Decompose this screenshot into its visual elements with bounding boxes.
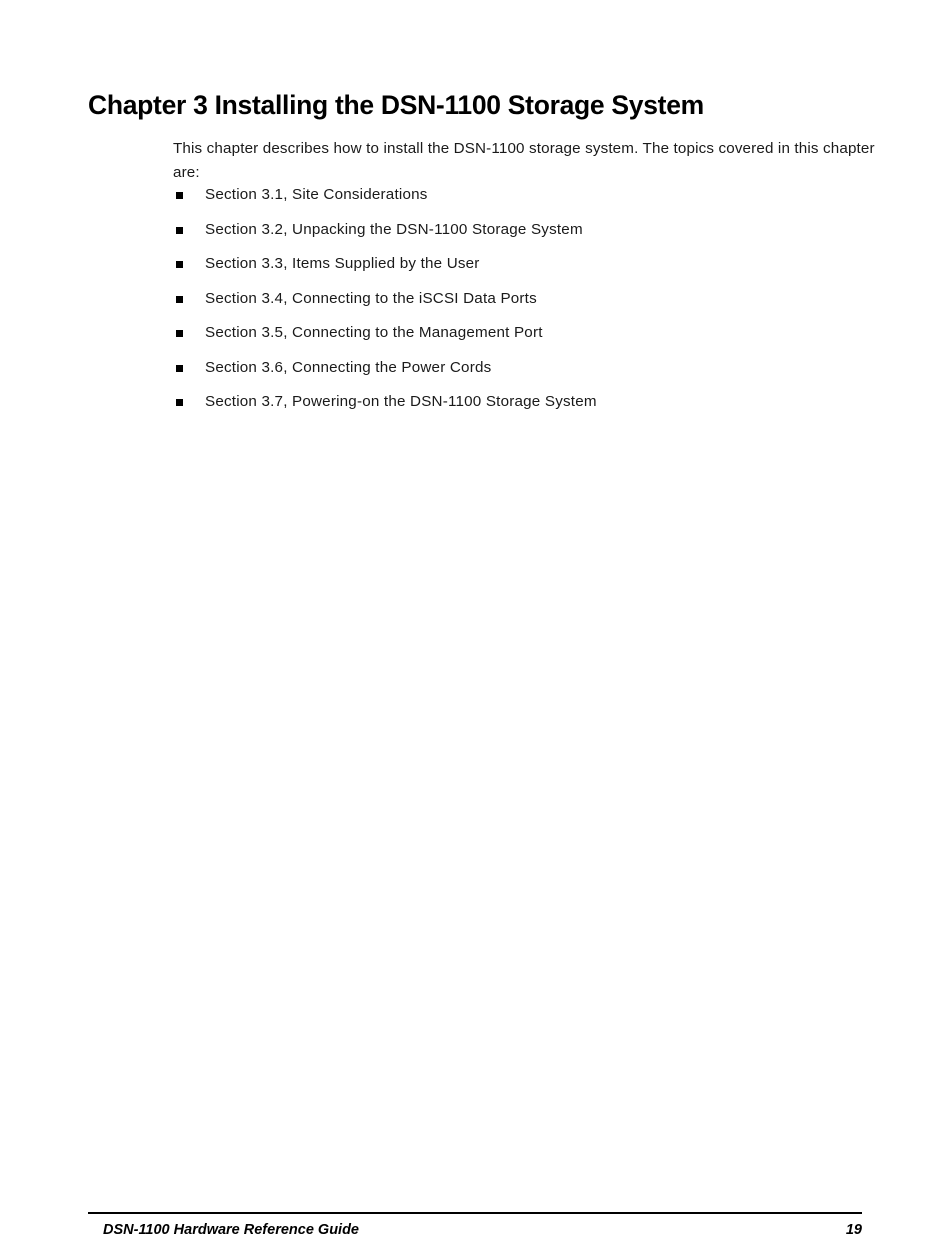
list-item-label: Section 3.4, Connecting to the iSCSI Data Ports: [205, 289, 537, 307]
square-bullet-icon: [176, 261, 183, 268]
list-item: [173, 385, 903, 420]
list-item: [173, 282, 903, 317]
intro-paragraph: This chapter describes how to install the DSN-1100 storage system. The topics covered in this chapter are:: [173, 140, 875, 181]
list-item-label: Section 3.7, Powering-on the DSN-1100 Storage System: [205, 393, 597, 410]
square-bullet-icon: [176, 330, 183, 337]
list-item-label: Section 3.2, Unpacking the DSN-1100 Storage System: [205, 220, 583, 238]
list-item: [173, 316, 903, 351]
list-item-label: Section 3.5, Connecting to the Management Port: [205, 324, 543, 341]
page-title: Chapter 3 Installing the DSN-1100 Storage System: [88, 89, 704, 120]
list-item: [173, 247, 903, 282]
list-item-label: Section 3.3, Items Supplied by the User: [205, 255, 480, 272]
footer-title: DSN-1100 Hardware Reference Guide: [103, 1222, 360, 1238]
square-bullet-icon: [176, 365, 183, 372]
list-item: [173, 351, 903, 386]
list-item: [173, 178, 903, 213]
list-item: [173, 213, 903, 248]
square-bullet-icon: [176, 227, 183, 234]
topics-list: [173, 178, 903, 420]
square-bullet-icon: [176, 192, 183, 199]
square-bullet-icon: [176, 399, 183, 406]
square-bullet-icon: [176, 296, 183, 303]
footer-divider: [88, 1212, 862, 1214]
list-item-label: Section 3.6, Connecting the Power Cords: [205, 358, 492, 376]
list-item-label: Section 3.1, Site Considerations: [205, 186, 428, 203]
page-number: 19: [845, 1222, 862, 1238]
